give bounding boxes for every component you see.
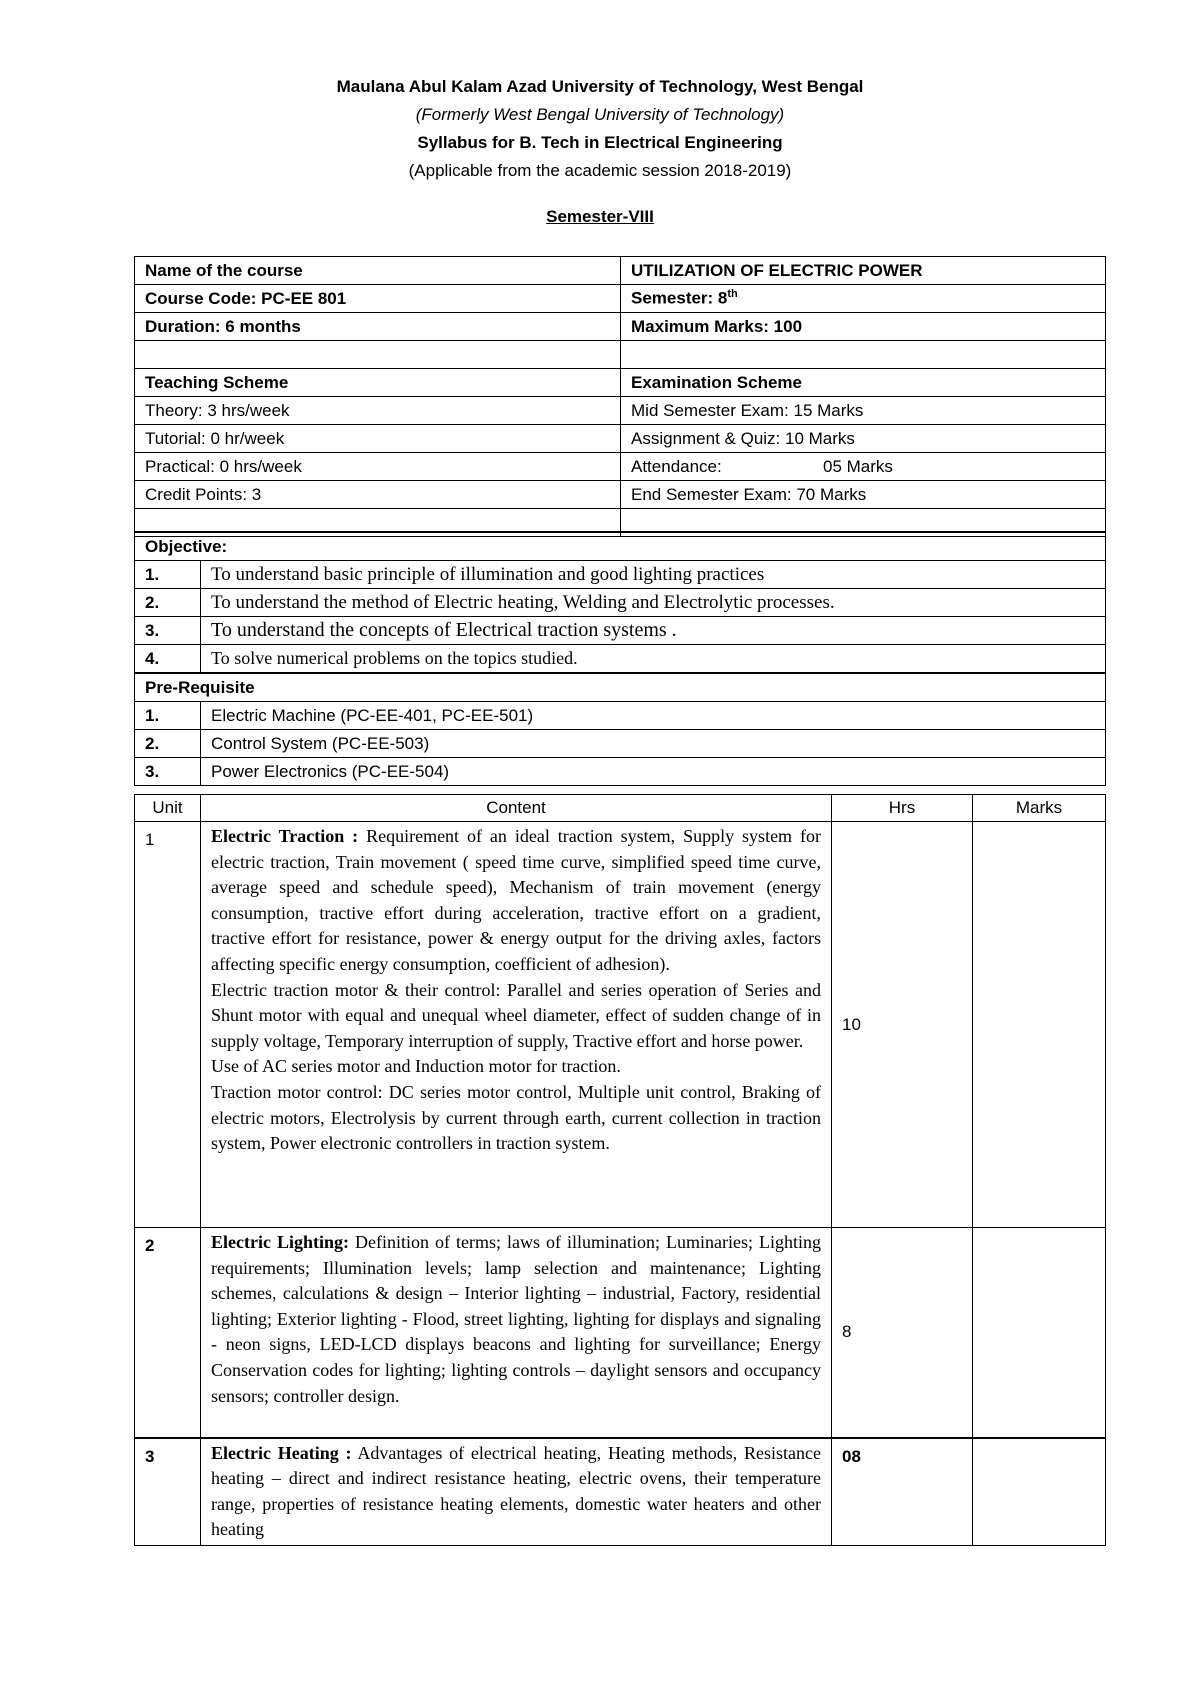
semester-suffix: th [727, 288, 738, 301]
content-header: Content [201, 795, 832, 822]
table-row [135, 589, 1106, 617]
tutorial-hours: Tutorial: 0 hr/week [135, 425, 621, 453]
table-row [135, 822, 1106, 1228]
table-row [135, 1438, 1106, 1546]
unit-content [201, 1228, 832, 1438]
unit-marks [973, 1228, 1106, 1438]
unit-content [201, 1438, 832, 1546]
table-row [135, 758, 1106, 786]
prerequisite-number: 3. [135, 758, 201, 786]
objective-text: To solve numerical problems on the topics studied. [201, 645, 1106, 674]
table-row [135, 481, 1106, 509]
unit-text: Definition of terms; laws of illumination; Luminaries; Lighting requirements; Illumination levels; lamp selection and maintenance; Lighting schemes, calculations & design – Interior lighting – industrial, Factory, residential lighting; Exterior lighting - Flood, street lighting, lighting for displays and signaling - neon signs, LED-LCD displays beacons and lighting for surveillance; Energy Conservation codes for lighting; lighting controls – daylight sensors and occupancy sensors; controller design. [211, 1232, 822, 1406]
applicable-session: (Applicable from the academic session 2018-2019) [408, 161, 792, 180]
unit-text: Traction motor control: DC series motor control, Multiple unit control, Braking of electric motors, Electrolysis by current through earth, current collection in traction system, Power electronic controllers in traction system. [211, 1081, 821, 1154]
maximum-marks: Maximum Marks: 100 [621, 313, 1106, 341]
unit-title: Electric Lighting: [211, 1232, 349, 1252]
table-row [135, 397, 1106, 425]
table-row [135, 257, 1106, 285]
unit-number: 2 [135, 1228, 201, 1438]
unit-title: Electric Traction : [211, 826, 359, 846]
prerequisite-number: 2. [135, 730, 201, 758]
objective-table [134, 531, 1106, 786]
table-header-row [135, 795, 1106, 822]
marks-header: Marks [973, 795, 1106, 822]
semester-cell [621, 285, 1106, 313]
empty-cell [135, 341, 621, 369]
prerequisite-title: Pre-Requisite [135, 673, 1106, 702]
course-code: Course Code: PC-EE 801 [135, 285, 621, 313]
objective-number: 1. [135, 561, 201, 589]
unit-text: Advantages of electrical heating, Heating methods, Resistance heating – direct and indirect resistance heating, electric ovens, their temperature range, properties of resistance heating elements, domestic water heaters and other heating [211, 1442, 821, 1540]
table-row [135, 453, 1106, 481]
table-row [135, 702, 1106, 730]
course-info-table [134, 256, 1106, 537]
objective-number: 2. [135, 589, 201, 617]
table-row [135, 617, 1106, 645]
unit-content [201, 822, 832, 1228]
table-row [135, 425, 1106, 453]
practical-hours: Practical: 0 hrs/week [135, 453, 621, 481]
objective-text: To understand basic principle of illumination and good lighting practices [201, 561, 1106, 589]
prerequisite-text: Control System (PC-EE-503) [201, 730, 1106, 758]
duration: Duration: 6 months [135, 313, 621, 341]
table-row [135, 285, 1106, 313]
prerequisite-number: 1. [135, 702, 201, 730]
mid-semester-marks: Mid Semester Exam: 15 Marks [621, 397, 1106, 425]
attendance-label: Attendance: [631, 456, 722, 476]
theory-hours: Theory: 3 hrs/week [135, 397, 621, 425]
table-row [135, 532, 1106, 561]
attendance-value: 05 Marks [823, 456, 893, 476]
unit-hours: 10 [832, 822, 973, 1228]
unit-hours: 08 [832, 1438, 973, 1546]
semester-heading: Semester-VIII [546, 207, 654, 226]
table-row [135, 561, 1106, 589]
table-row [135, 313, 1106, 341]
assignment-marks: Assignment & Quiz: 10 Marks [621, 425, 1106, 453]
objective-text: To understand the concepts of Electrical traction systems . [201, 617, 1106, 645]
attendance-cell [621, 453, 1106, 481]
unit-marks [973, 822, 1106, 1228]
unit-marks [973, 1438, 1106, 1546]
empty-cell [621, 341, 1106, 369]
objective-number: 4. [135, 645, 201, 674]
formerly-subtitle: (Formerly West Bengal University of Technology) [415, 105, 785, 124]
unit-number: 1 [135, 822, 201, 1228]
units-table [134, 794, 1106, 1546]
prerequisite-text: Electric Machine (PC-EE-401, PC-EE-501) [201, 702, 1106, 730]
table-row [135, 369, 1106, 397]
objective-title: Objective: [135, 532, 1106, 561]
course-name-label: Name of the course [135, 257, 621, 285]
syllabus-title: Syllabus for B. Tech in Electrical Engineering [417, 133, 783, 152]
table-row [135, 730, 1106, 758]
unit-header: Unit [135, 795, 201, 822]
teaching-scheme-title: Teaching Scheme [135, 369, 621, 397]
objective-number: 3. [135, 617, 201, 645]
prerequisite-text: Power Electronics (PC-EE-504) [201, 758, 1106, 786]
table-row [135, 645, 1106, 674]
objective-text: To understand the method of Electric heating, Welding and Electrolytic processes. [201, 589, 1106, 617]
semester-label: Semester: 8 [631, 288, 728, 308]
hrs-header: Hrs [832, 795, 973, 822]
unit-number: 3 [135, 1438, 201, 1546]
end-semester-marks: End Semester Exam: 70 Marks [621, 481, 1106, 509]
examination-scheme-title: Examination Scheme [621, 369, 1106, 397]
university-title: Maulana Abul Kalam Azad University of Technology, West Bengal [336, 77, 864, 96]
course-name-value: UTILIZATION OF ELECTRIC POWER [621, 257, 1106, 285]
unit-hours: 8 [832, 1228, 973, 1438]
unit-title: Electric Heating : [211, 1442, 352, 1463]
unit-text: Use of AC series motor and Induction motor for traction. [211, 1056, 621, 1077]
table-row [135, 673, 1106, 702]
unit-text: Requirement of an ideal traction system, Supply system for electric traction, Train movement ( speed time curve, simplified speed time curve, average speed and schedule speed), Mechanism of train movement (energy consumption, tractive effort during acceleration, tractive effort on a gradient, tractive effort for resistance, power & energy output for the driving axles, factors affecting specific energy consumption, coefficient of adhesion). [211, 826, 821, 974]
table-row [135, 341, 1106, 369]
table-row [135, 1228, 1106, 1438]
unit-text: Electric traction motor & their control: Parallel and series operation of Series and Shunt motor with equal and unequal wheel diameter, effect of sudden change of in supply voltage, Temporary interruption of supply, Tractive effort and horse power. [211, 979, 821, 1051]
credit-points: Credit Points: 3 [135, 481, 621, 509]
